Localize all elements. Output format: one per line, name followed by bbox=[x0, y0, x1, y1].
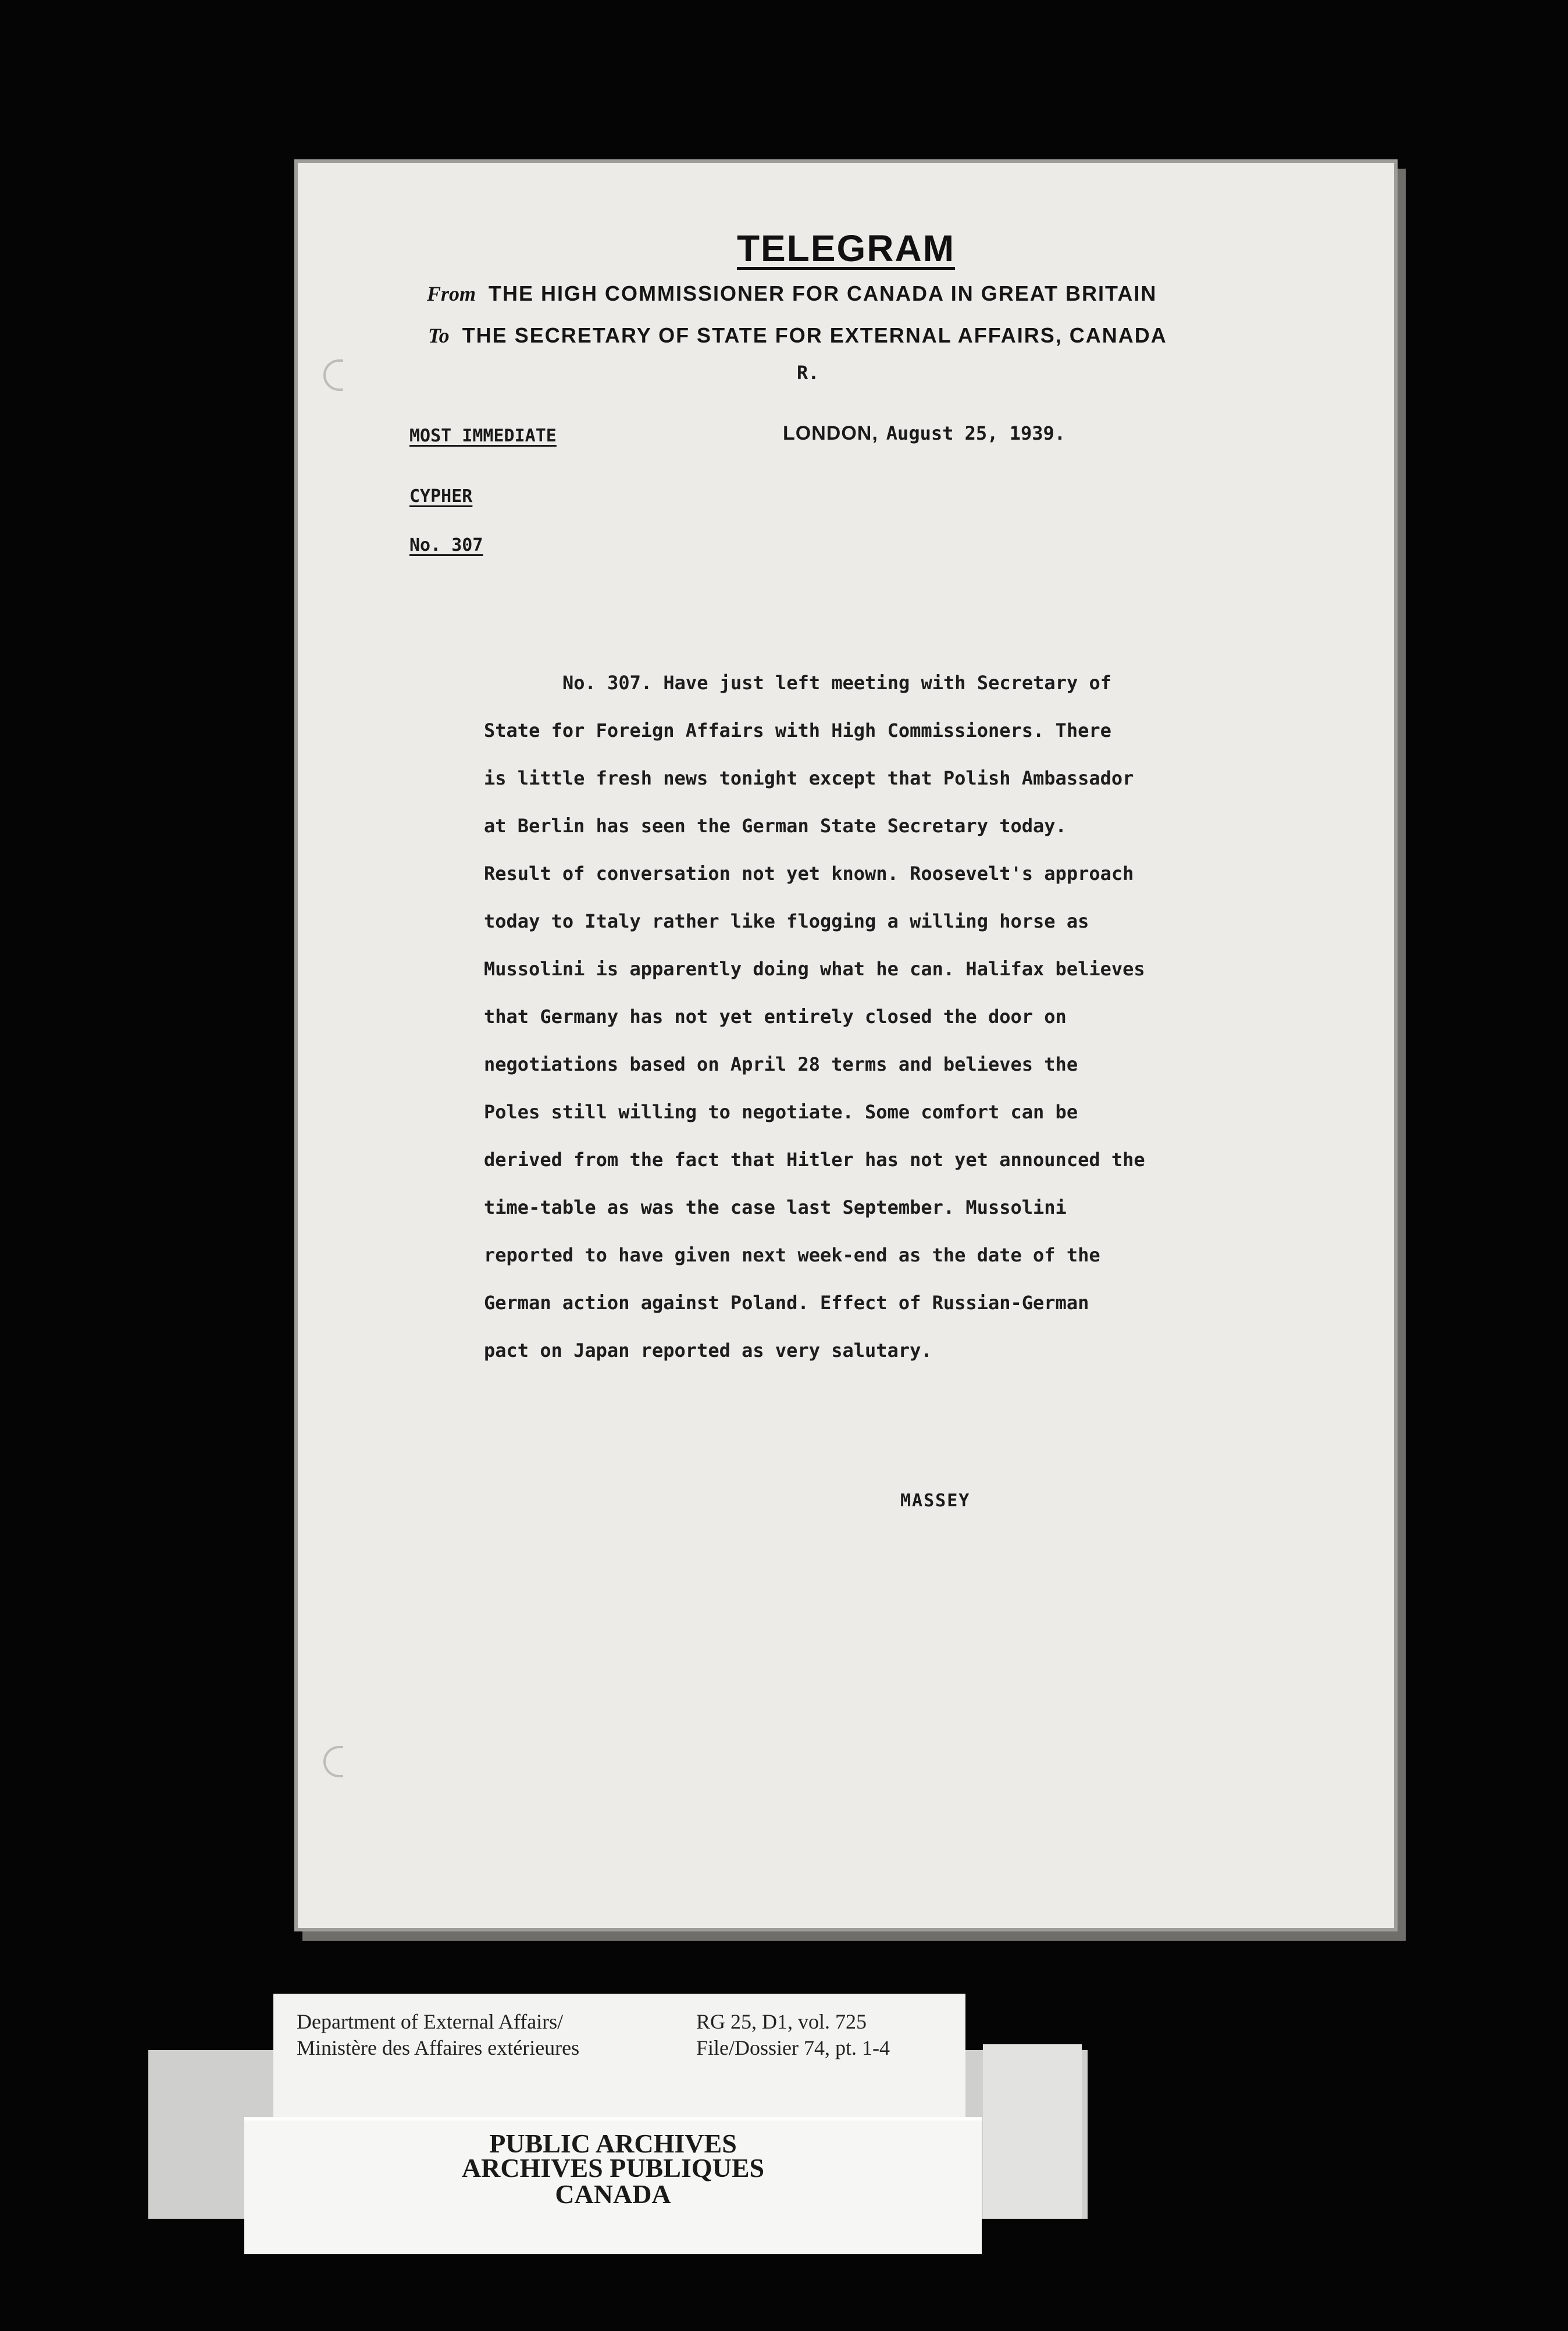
archive-strip-block bbox=[983, 2044, 1082, 2219]
body-line: negotiations based on April 28 terms and believes the bbox=[484, 1053, 1078, 1075]
signature: MASSEY bbox=[900, 1491, 971, 1511]
body-line: that Germany has not yet entirely closed the door on bbox=[484, 1006, 1067, 1028]
body-line: Mussolini is apparently doing what he can. Halifax believes bbox=[484, 958, 1145, 980]
reply-mark: R. bbox=[797, 362, 819, 384]
body-line: No. 307. Have just left meeting with Secretary of bbox=[562, 672, 1112, 694]
archive-stamp-line-2: ARCHIVES PUBLIQUES bbox=[461, 2153, 765, 2183]
dateline-date: August 25, 1939. bbox=[886, 422, 1066, 444]
body-line: pact on Japan reported as very salutary. bbox=[484, 1339, 932, 1361]
to-prefix: To bbox=[428, 324, 450, 347]
recipient-line bbox=[428, 323, 1167, 348]
telegram-title: TELEGRAM bbox=[736, 227, 956, 269]
body-line: German action against Poland. Effect of Russian-German bbox=[484, 1292, 1089, 1314]
recipient: THE SECRETARY OF STATE FOR EXTERNAL AFFAIRS, CANADA bbox=[462, 323, 1167, 347]
sender: THE HIGH COMMISSIONER FOR CANADA IN GREAT BRITAIN bbox=[489, 281, 1157, 305]
body-line: is little fresh news tonight except that Polish Ambassador bbox=[484, 767, 1134, 789]
body-line: derived from the fact that Hitler has not yet announced the bbox=[484, 1149, 1145, 1171]
dateline bbox=[783, 422, 1065, 445]
from-prefix: From bbox=[427, 282, 476, 305]
punch-hole-bottom bbox=[323, 1746, 343, 1777]
file-reference: File/Dossier 74, pt. 1-4 bbox=[696, 2036, 890, 2059]
telegram-number: No. 307 bbox=[409, 535, 483, 555]
priority-label: MOST IMMEDIATE bbox=[409, 426, 557, 446]
dateline-city: LONDON, bbox=[783, 422, 878, 444]
cipher-label: CYPHER bbox=[409, 486, 473, 507]
punch-hole-top bbox=[323, 359, 343, 391]
record-group-reference: RG 25, D1, vol. 725 bbox=[696, 2010, 867, 2033]
body-line: Result of conversation not yet known. Roosevelt's approach bbox=[484, 862, 1134, 885]
body-line: reported to have given next week-end as the date of the bbox=[484, 1244, 1100, 1266]
body-line: Poles still willing to negotiate. Some comfort can be bbox=[484, 1101, 1078, 1123]
sender-line bbox=[427, 281, 1157, 306]
archive-stamp-line-3: CANADA bbox=[555, 2179, 671, 2209]
department-english: Department of External Affairs/ bbox=[297, 2010, 564, 2033]
telegram-sheet bbox=[298, 163, 1394, 1928]
body-line: at Berlin has seen the German State Secretary today. bbox=[484, 815, 1067, 837]
archive-stamp-line-1: PUBLIC ARCHIVES bbox=[489, 2129, 737, 2158]
body-line: time-table as was the case last September. Mussolini bbox=[484, 1196, 1067, 1218]
department-french: Ministère des Affaires extérieures bbox=[297, 2036, 580, 2059]
body-line: today to Italy rather like flogging a willing horse as bbox=[484, 910, 1089, 932]
body-line: State for Foreign Affairs with High Commissioners. There bbox=[484, 719, 1111, 742]
